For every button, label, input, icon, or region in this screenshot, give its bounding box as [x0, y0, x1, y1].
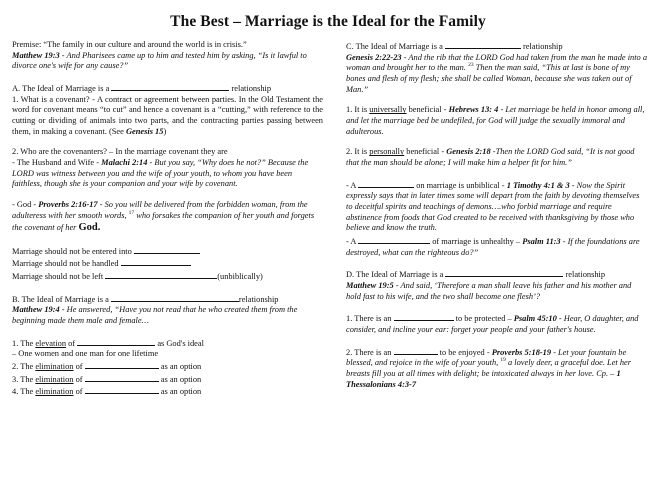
- psalm-11-ref: Psalm 11:3: [522, 237, 561, 247]
- premise-text: - And Pharisees came up to him and tested him by asking, “Is it lawful to divorce one's wife for any cause?”: [12, 50, 307, 71]
- proverbs-2-ref: Proverbs 2:16-17: [38, 200, 98, 210]
- left-blank[interactable]: [105, 270, 217, 279]
- section-b-heading: B. The Ideal of Marriage is a relationship: [12, 294, 279, 304]
- genesis-2-18-ref: Genesis 2:18: [446, 147, 491, 157]
- unhealthy-blank[interactable]: [358, 235, 430, 244]
- unbiblical-blank[interactable]: [358, 179, 414, 188]
- thessalonians-ref: 1 Thessalonians 4:3-7: [346, 369, 621, 389]
- section-d-heading: D. The Ideal of Marriage is a relationship: [346, 270, 606, 280]
- marriage-should-not-list: Marriage should not be entered into Marriage should not be handled Marriage should not be left (unbiblically): [12, 246, 263, 282]
- genesis-2-22-ref: Genesis 2:22-23: [346, 52, 402, 62]
- right-column: [346, 40, 647, 396]
- god-paragraph: - God - Proverbs 2:16-17 - So you will be delivered from the forbidden woman, from the adulteress with her smooth words, $^{17}$ who forsakes the companion of her youth and forgets the covenant of her God.: [12, 200, 315, 234]
- psalm-45-ref: Psalm 45:10: [513, 314, 557, 324]
- enjoyed-blank[interactable]: [394, 346, 438, 355]
- elimination-blank-2[interactable]: [85, 360, 159, 369]
- elimination-blank-3[interactable]: [85, 373, 159, 382]
- protected-paragraph: 1. There is an to be protected – Psalm 45:10 - Hear, O daughter, and consider, and incline your ear: forget your people and your father's house.: [346, 314, 639, 335]
- genesis-15-ref: Genesis 15: [125, 126, 164, 136]
- left-column: [12, 40, 323, 404]
- premise-paragraph: [12, 40, 323, 72]
- section-b-blank[interactable]: [111, 293, 239, 302]
- enjoyed-paragraph: 2. There is an to be enjoyed - Proverbs 5:18-19 - Let your fountain be blessed, and rejoice in the wife of your youth, $^{19}$ a lovely deer, a graceful doe. Let her breasts fill you at all times with delight; be intoxicated always in her love. Cp. – 1 Thessalonians 4:3-7: [346, 347, 631, 389]
- list-item: 3. The elimination of as an option: [12, 374, 202, 384]
- premise-ref: Matthew 19:3: [12, 50, 60, 60]
- personally-beneficial: 2. It is personally beneficial - Genesis 2:18 -Then the LORD God said, “It is not good that the man should be alone; I will make him a helper fit for him.”: [346, 147, 635, 168]
- section-c: C. The Ideal of Marriage is a relationship Genesis 2:22-23 - And the rib that the LORD God had taken from the man he made into a woman and brought her to the man. $^{23}$ Then the man said, “This at last is bone of my bones and flesh of my flesh; she shall be called Woman, because she was taken out of Man.”: [346, 42, 648, 94]
- covenanters-paragraph: 2. Who are the covenanters? – In the marriage covenant they are - The Husband and Wife - Malachi 2:14 - But you say, “Why does he not?” Because the LORD was witness between you and the wife of your youth, to whom you have been faithless, though she is your companion and your wife by covenant.: [12, 147, 309, 189]
- list-item: 2. The elimination of as an option: [12, 362, 202, 372]
- section-a-heading: A. The Ideal of Marriage is a relationship: [12, 84, 272, 94]
- elevation-blank[interactable]: [77, 337, 155, 346]
- handled-blank[interactable]: [121, 257, 191, 266]
- premise-lead: Premise: “The family in our culture and around the world is in crisis.”: [12, 40, 247, 49]
- elimination-list: 1. The elevation of as God's ideal – One women and one man for one lifetime 2. The elimination of as an option 3. The elimination of as an option 4. The elimination of as an option: [12, 337, 323, 398]
- section-d-blank[interactable]: [445, 268, 563, 277]
- matthew-19-4-ref: Matthew 19:4: [12, 305, 60, 315]
- proverbs-5-ref: Proverbs 5:18-19: [491, 347, 552, 357]
- timothy-ref: 1 Timothy 4:1 & 3: [506, 180, 570, 190]
- unhealthy-paragraph: - A of marriage is unhealthy – Psalm 11:3 - If the foundations are destroyed, what can the righteous do?”: [346, 237, 640, 257]
- matthew-19-5-ref: Matthew 19:5: [346, 281, 394, 291]
- section-a: [12, 82, 323, 137]
- unbiblical-paragraph: - A on marriage is unbiblical - 1 Timothy 4:1 & 3 - Now the Spirit expressly says that in later times some will depart from the faith by devoting themselves to deceitful spirits and teachings of demons….who forbid marriage and require abstinence from foods that God created to be received with thanksgiving by those who believe and know the truth.: [346, 180, 640, 233]
- covenant-definition: 1. What is a covenant? - A contract or agreement between parties. In the Old Testament the word for covenant means “to cut” and hence a covenant is a “cutting,” with reference to the cutting or dividing of animals into two parts, and the contracting parties passing between them, in making a covenant. (See Genesis 15): [12, 94, 323, 136]
- entered-blank[interactable]: [134, 245, 200, 254]
- section-d: D. The Ideal of Marriage is a relationship Matthew 19:5 - And said, ‘Therefore a man shall leave his father and his mother and hold fast to his wife, and the two shall become one flesh’?: [346, 268, 647, 302]
- list-item: 1. The elevation of as God's ideal: [12, 338, 204, 348]
- section-c-blank[interactable]: [445, 40, 521, 49]
- universally-beneficial: 1. It is universally beneficial - Hebrews 13: 4 - Let marriage be held in honor among all, and let the marriage bed be undefiled, for God will judge the sexually immoral and adulterous.: [346, 105, 645, 136]
- malachi-ref: Malachi 2:14: [101, 158, 148, 168]
- section-b: B. The Ideal of Marriage is a relationship Matthew 19:4 - He answered, “Have you not read that he who created them from the beginning made them male and female…: [12, 293, 323, 327]
- hebrews-ref: Hebrews 13: 4: [448, 105, 499, 115]
- section-c-heading: C. The Ideal of Marriage is a relationship: [346, 42, 563, 51]
- page-title: The Best – Marriage is the Ideal for the Family: [170, 13, 486, 30]
- elimination-blank-4[interactable]: [85, 385, 159, 394]
- list-item: 4. The elimination of as an option: [12, 387, 202, 397]
- section-a-blank[interactable]: [111, 82, 229, 91]
- protected-blank[interactable]: [394, 312, 454, 321]
